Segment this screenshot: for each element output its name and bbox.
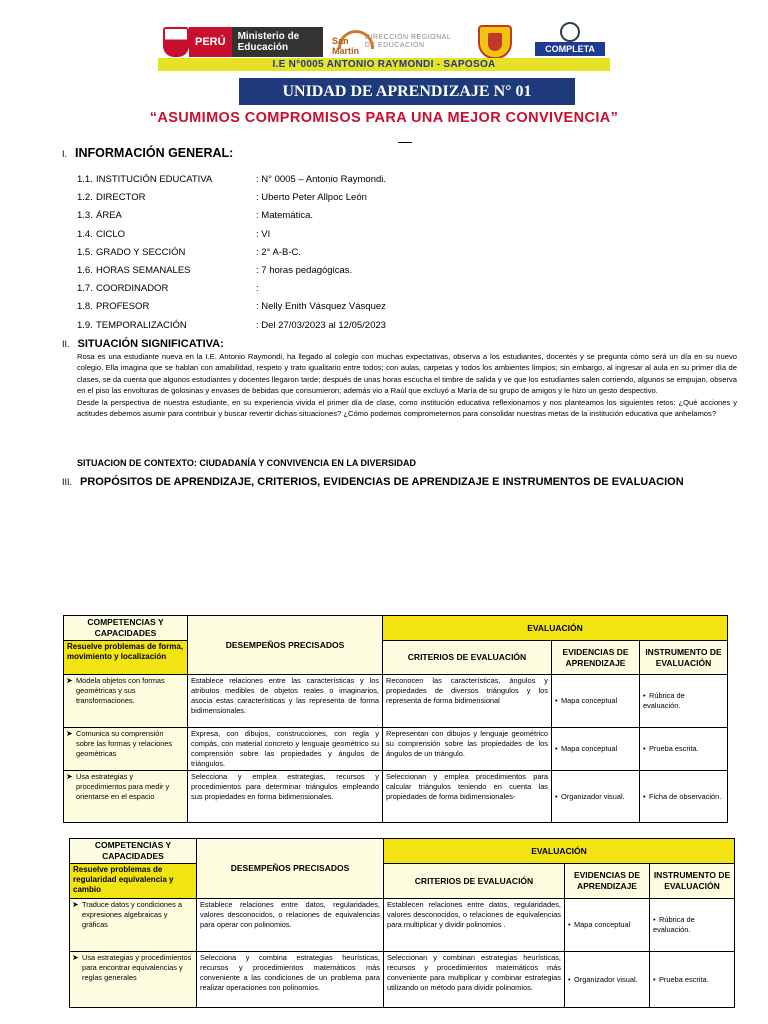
header-evaluacion: EVALUACIÓN: [383, 616, 728, 641]
header-competencias: COMPETENCIAS Y CAPACIDADES: [64, 616, 188, 641]
capacity-cell: [70, 952, 197, 1008]
peru-label: PERÚ: [189, 27, 232, 57]
evidence-text: Organizador visual.: [561, 791, 625, 801]
header-competencias: COMPETENCIAS Y CAPACIDADES: [70, 839, 197, 864]
criteria-cell: Representan con dibujos y lenguaje geométrico su comprensión sobre las propiedades de los ángulos de un triángulo.: [383, 728, 552, 771]
capacity-text: Usa estrategias y procedimientos para medir y orientarse en el espacio: [76, 772, 170, 801]
capacity-text: Modela objetos con formas geométricas y sus transformaciones.: [76, 676, 165, 705]
competency-label: Resuelve problemas de forma, movimiento y localización: [64, 641, 188, 675]
unit-subtitle: “ASUMIMOS COMPROMISOS PARA UNA MEJOR CONVIVENCIA”: [149, 110, 619, 126]
jec-logo: [535, 22, 605, 62]
capacity-cell: [64, 728, 188, 771]
info-label: CICLO: [96, 228, 126, 240]
info-label: INSTITUCIÓN EDUCATIVA: [96, 174, 213, 185]
section-1-heading: [62, 146, 233, 160]
evidence-text: Organizador visual.: [574, 974, 638, 984]
instrument-cell: [640, 771, 728, 823]
capacity-cell: [64, 675, 188, 728]
evidence-cell: [552, 728, 640, 771]
info-value: : N° 0005 – Antonio Raymondi.: [256, 174, 387, 185]
info-value: : 2° A-B-C.: [256, 246, 301, 258]
info-label: DIRECTOR: [96, 192, 146, 204]
info-row: [77, 229, 677, 245]
info-value: : Matemática.: [256, 210, 314, 222]
bullet-icon: •: [555, 696, 558, 705]
section-2-title: SITUACIÓN SIGNIFICATIVA:: [77, 338, 224, 350]
criteria-cell: Seleccionan y combinan estrategias heurísticas, recursos y procedimientos matemáticos más conveniente para multiplicar y combinar estrategias utilizando un método para dividir polinomios.: [384, 952, 565, 1008]
info-number: 1.1.: [77, 174, 93, 185]
region-logo-text: San Martín: [332, 36, 359, 56]
info-label: ÁREA: [96, 210, 122, 222]
school-crest-icon: [478, 25, 512, 59]
unit-title: UNIDAD DE APRENDIZAJE N° 01: [239, 78, 575, 105]
evidence-cell: [565, 899, 650, 952]
info-label: COORDINADOR: [96, 283, 169, 295]
header-criterios: CRITERIOS DE EVALUACIÓN: [384, 864, 565, 899]
capacity-text: Usa estrategias y procedimientos para encontrar equivalencias y reglas generales: [82, 953, 192, 982]
info-value: : Nelly Enith Vásquez Vásquez: [256, 301, 386, 313]
arrow-bullet-icon: ➤: [66, 729, 73, 738]
info-label: TEMPORALIZACIÓN: [96, 319, 187, 331]
capacity-text: Traduce datos y condiciones a expresiones algebraicas y gráficas: [82, 900, 182, 929]
arrow-bullet-icon: ➤: [72, 953, 79, 962]
capacity-cell: [70, 899, 197, 952]
evidence-text: Mapa conceptual: [561, 696, 618, 705]
info-value: :: [256, 283, 259, 295]
info-row: [77, 192, 677, 208]
performance-cell: Selecciona y combina estrategias heurísticas, recursos y procedimientos matemáticos más conveniente a las condiciones de un problema para realizar operaciones con polinomios.: [197, 952, 384, 1008]
region-label: DIRECCIÓN REGIONAL DE EDUCACIÓN: [364, 34, 451, 49]
bullet-icon: •: [643, 791, 646, 801]
criteria-cell: Reconocen las características, ángulos y propiedades de diversos triángulos y los representa de forma bidimensional: [383, 675, 552, 728]
section-2-number: II.: [62, 339, 70, 349]
evidence-cell: [552, 771, 640, 823]
section-2-heading: [62, 338, 224, 350]
info-number: 1.5.: [77, 246, 93, 258]
info-row: [77, 320, 677, 336]
evidence-cell: [565, 952, 650, 1008]
info-number: 1.2.: [77, 192, 93, 204]
instrument-cell: [650, 952, 735, 1008]
header-evidencias: EVIDENCIAS DE APRENDIZAJE: [552, 641, 640, 675]
peru-shield-icon: [163, 27, 189, 57]
criteria-cell: Establecen relaciones entre datos, regularidades, valores desconocidos, o relaciones de equivalencias para multiplicar y dividir polinomios .: [384, 899, 565, 952]
bullet-icon: •: [653, 915, 656, 924]
info-label: PROFESOR: [96, 301, 150, 313]
san-martin-icon: [332, 28, 361, 56]
performance-cell: Selecciona y emplea estrategias, recursos y procedimientos para determinar triángulos empleando sus propiedades en forma bidimensionales.: [188, 771, 383, 823]
table-row: [70, 899, 735, 952]
context-heading: SITUACION DE CONTEXTO: CIUDADANÍA Y CONVIVENCIA EN LA DIVERSIDAD: [77, 458, 417, 468]
info-number: 1.4.: [77, 228, 93, 240]
situation-paragraph-2: Desde la perspectiva de nuestra estudiante, en su experiencia vivida el primer día de clase, como institución educativa reflexionamos y nos planteamos los siguientes retos: ¿Qué acciones y actitudes debemos asumir para contribuir y buscar revertir dichas situaciones? ¿Cómo podemos comprometernos para consolidar nuestras metas de la institución educativa que anhelamos?: [77, 397, 737, 419]
info-label: GRADO Y SECCIÓN: [96, 246, 186, 258]
bullet-icon: •: [555, 791, 558, 801]
bullet-icon: •: [568, 920, 571, 929]
instrument-text: Ficha de observación.: [649, 791, 722, 801]
bullet-icon: •: [643, 691, 646, 700]
info-row: [77, 283, 677, 299]
info-value: : Uberto Peter Allpoc León: [256, 192, 367, 204]
capacity-text: Comunica su comprensión sobre las formas y relaciones geométricas: [76, 729, 173, 758]
evaluation-table-2: [69, 838, 735, 1008]
section-1-number: I.: [62, 149, 68, 159]
header-evaluacion: EVALUACIÓN: [384, 839, 735, 864]
header-desempenos: DESEMPEÑOS PRECISADOS: [188, 616, 383, 675]
info-number: 1.6.: [77, 265, 93, 276]
info-row: [77, 247, 677, 263]
info-row: [77, 174, 677, 190]
section-3-heading: [62, 476, 684, 488]
instrument-text: Prueba escrita.: [649, 744, 699, 753]
bullet-icon: •: [568, 974, 571, 984]
instrument-text: Prueba escrita.: [659, 974, 709, 984]
capacity-cell: [64, 771, 188, 823]
header-desempenos: DESEMPEÑOS PRECISADOS: [197, 839, 384, 899]
school-banner: I.E N°0005 ANTONIO RAYMONDI - SAPOSOA: [158, 58, 610, 71]
bullet-icon: •: [653, 974, 656, 984]
instrument-text: Rúbrica de evaluación.: [653, 915, 695, 934]
table-row: [64, 675, 728, 728]
evaluation-table-1: [63, 615, 728, 823]
arrow-bullet-icon: ➤: [66, 772, 73, 781]
info-value: : Del 27/03/2023 al 12/05/2023: [256, 319, 386, 331]
evidence-text: Mapa conceptual: [574, 920, 631, 929]
instrument-text: Rúbrica de evaluación.: [643, 691, 685, 710]
section-3-title: PROPÓSITOS DE APRENDIZAJE, CRITERIOS, EVIDENCIAS DE APRENDIZAJE E INSTRUMENTOS DE EVALUACION: [80, 476, 684, 488]
info-number: 1.9.: [77, 319, 93, 331]
info-number: 1.7.: [77, 283, 93, 295]
instrument-cell: [640, 675, 728, 728]
info-value: : 7 horas pedagógicas.: [256, 265, 353, 276]
section-1-title: INFORMACIÓN GENERAL:: [75, 146, 234, 160]
arrow-bullet-icon: ➤: [66, 676, 73, 685]
table-row: [64, 771, 728, 823]
performance-cell: Establece relaciones entre datos, regularidades, valores desconocidos, o relaciones de equivalencias para operar con polinomios.: [197, 899, 384, 952]
bullet-icon: •: [555, 744, 558, 753]
instrument-cell: [640, 728, 728, 771]
arrow-bullet-icon: ➤: [72, 900, 79, 909]
table-row: [70, 952, 735, 1008]
table-row: [64, 728, 728, 771]
situation-paragraph-1: Rosa es una estudiante nueva en la I.E. Antonio Raymondi, ha llegado al colegio con muchas expectativas, observa a los estudiantes, docentes y se pregunta cómo será un día en su nuevo colegio. Ella imagina que se hablan con amabilidad, respeto y trato igualitario entre todos; con aulas, carpetas y todos los ambientes limpios; sin embargo, al ingresar al aula en su primer día de clases, se da cuenta que algunos estudiantes y docentes llegaron tarde; después de unas horas escucha el timbre de salida y ve que los estudiantes salen corriendo, algunos se empujan, observa en el piso las envolturas de golosinas y envases de bebidas que consumieron; además vio a Raúl que excluyó a María de su grupo de amigos y le hizo un gesto despectivo.: [77, 352, 737, 396]
situation-text: [77, 351, 737, 419]
info-row: [77, 265, 677, 281]
info-number: 1.3.: [77, 210, 93, 222]
criteria-cell: Seleccionan y emplea procedimientos para calcular triángulos teniendo en cuenta las propiedades de forma bidimensionales-: [383, 771, 552, 823]
minedu-logo: [163, 27, 323, 57]
section-3-number: III.: [62, 477, 73, 487]
evidence-text: Mapa conceptual: [561, 744, 618, 753]
jec-label: COMPLETA: [535, 42, 605, 56]
performance-cell: Establece relaciones entre las características y los atributos medibles de objetos reales o imaginarios, asocia estas características y las representa de forma bidimensionales.: [188, 675, 383, 728]
divider: [398, 142, 412, 143]
evidence-cell: [552, 675, 640, 728]
info-row: [77, 301, 677, 317]
instrument-cell: [650, 899, 735, 952]
region-logo: [332, 27, 462, 57]
header-instrumento: INSTRUMENTO DE EVALUACIÓN: [650, 864, 735, 899]
info-label: HORAS SEMANALES: [96, 265, 191, 276]
header-criterios: CRITERIOS DE EVALUACIÓN: [383, 641, 552, 675]
info-value: : VI: [256, 228, 271, 240]
competency-label: Resuelve problemas de regularidad equivalencia y cambio: [70, 864, 197, 899]
header-instrumento: INSTRUMENTO DE EVALUACIÓN: [640, 641, 728, 675]
header-evidencias: EVIDENCIAS DE APRENDIZAJE: [565, 864, 650, 899]
info-number: 1.8.: [77, 301, 93, 313]
bullet-icon: •: [643, 744, 646, 753]
ministry-label: Ministerio de Educación: [232, 27, 323, 57]
clock-icon: [560, 22, 580, 42]
info-row: [77, 210, 677, 226]
performance-cell: Expresa, con dibujos, construcciones, con regla y compás, con material concreto y lenguaje geométrico su comprensión sobre las propiedades y ángulos de triángulos.: [188, 728, 383, 771]
